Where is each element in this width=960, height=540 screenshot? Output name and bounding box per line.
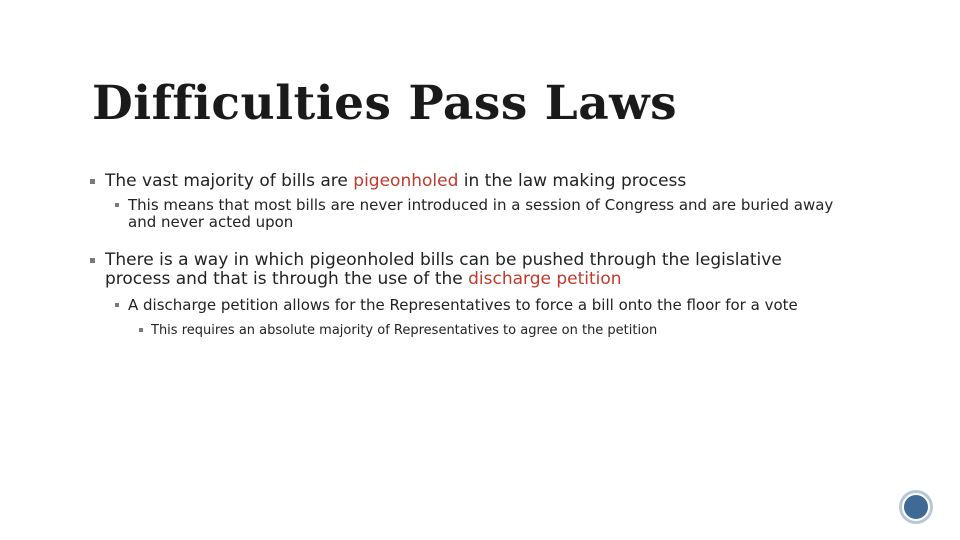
slide-title: Difficulties Pass Laws xyxy=(92,76,678,131)
bullet-level2-discharge-definition xyxy=(115,297,875,314)
bullet-text: This requires an absolute majority of Representatives to agree on the petition xyxy=(151,323,658,338)
bullet-text xyxy=(105,251,830,289)
square-bullet-icon xyxy=(139,328,143,332)
highlighted-term: discharge petition xyxy=(468,269,622,289)
square-bullet-icon xyxy=(115,303,119,307)
bullet-level2-never-introduced xyxy=(115,197,835,231)
square-bullet-icon xyxy=(90,179,95,184)
bullet-level1-pigeonholed xyxy=(90,172,770,191)
page-number-badge xyxy=(899,490,933,524)
highlighted-term: pigeonholed xyxy=(353,171,459,191)
page-number xyxy=(904,495,928,519)
bullet-text-part: in the law making process xyxy=(458,171,687,191)
square-bullet-icon xyxy=(115,203,119,207)
bullet-level1-discharge xyxy=(90,251,830,289)
bullet-text-part: The vast majority of bills are xyxy=(105,171,354,191)
bullet-text: This means that most bills are never introduced in a session of Congress and are buried away and never acted upon xyxy=(128,196,834,231)
bullet-level3-absolute-majority xyxy=(139,323,759,338)
badge-circle-icon xyxy=(902,493,930,521)
bullet-text xyxy=(105,172,686,191)
bullet-text: A discharge petition allows for the Representatives to force a bill onto the floor for a vote xyxy=(128,296,798,314)
bullet-text-part: There is a way in which pigeonholed bills can be pushed through the legislative process and that is through the use of the xyxy=(105,250,782,289)
square-bullet-icon xyxy=(90,258,95,263)
